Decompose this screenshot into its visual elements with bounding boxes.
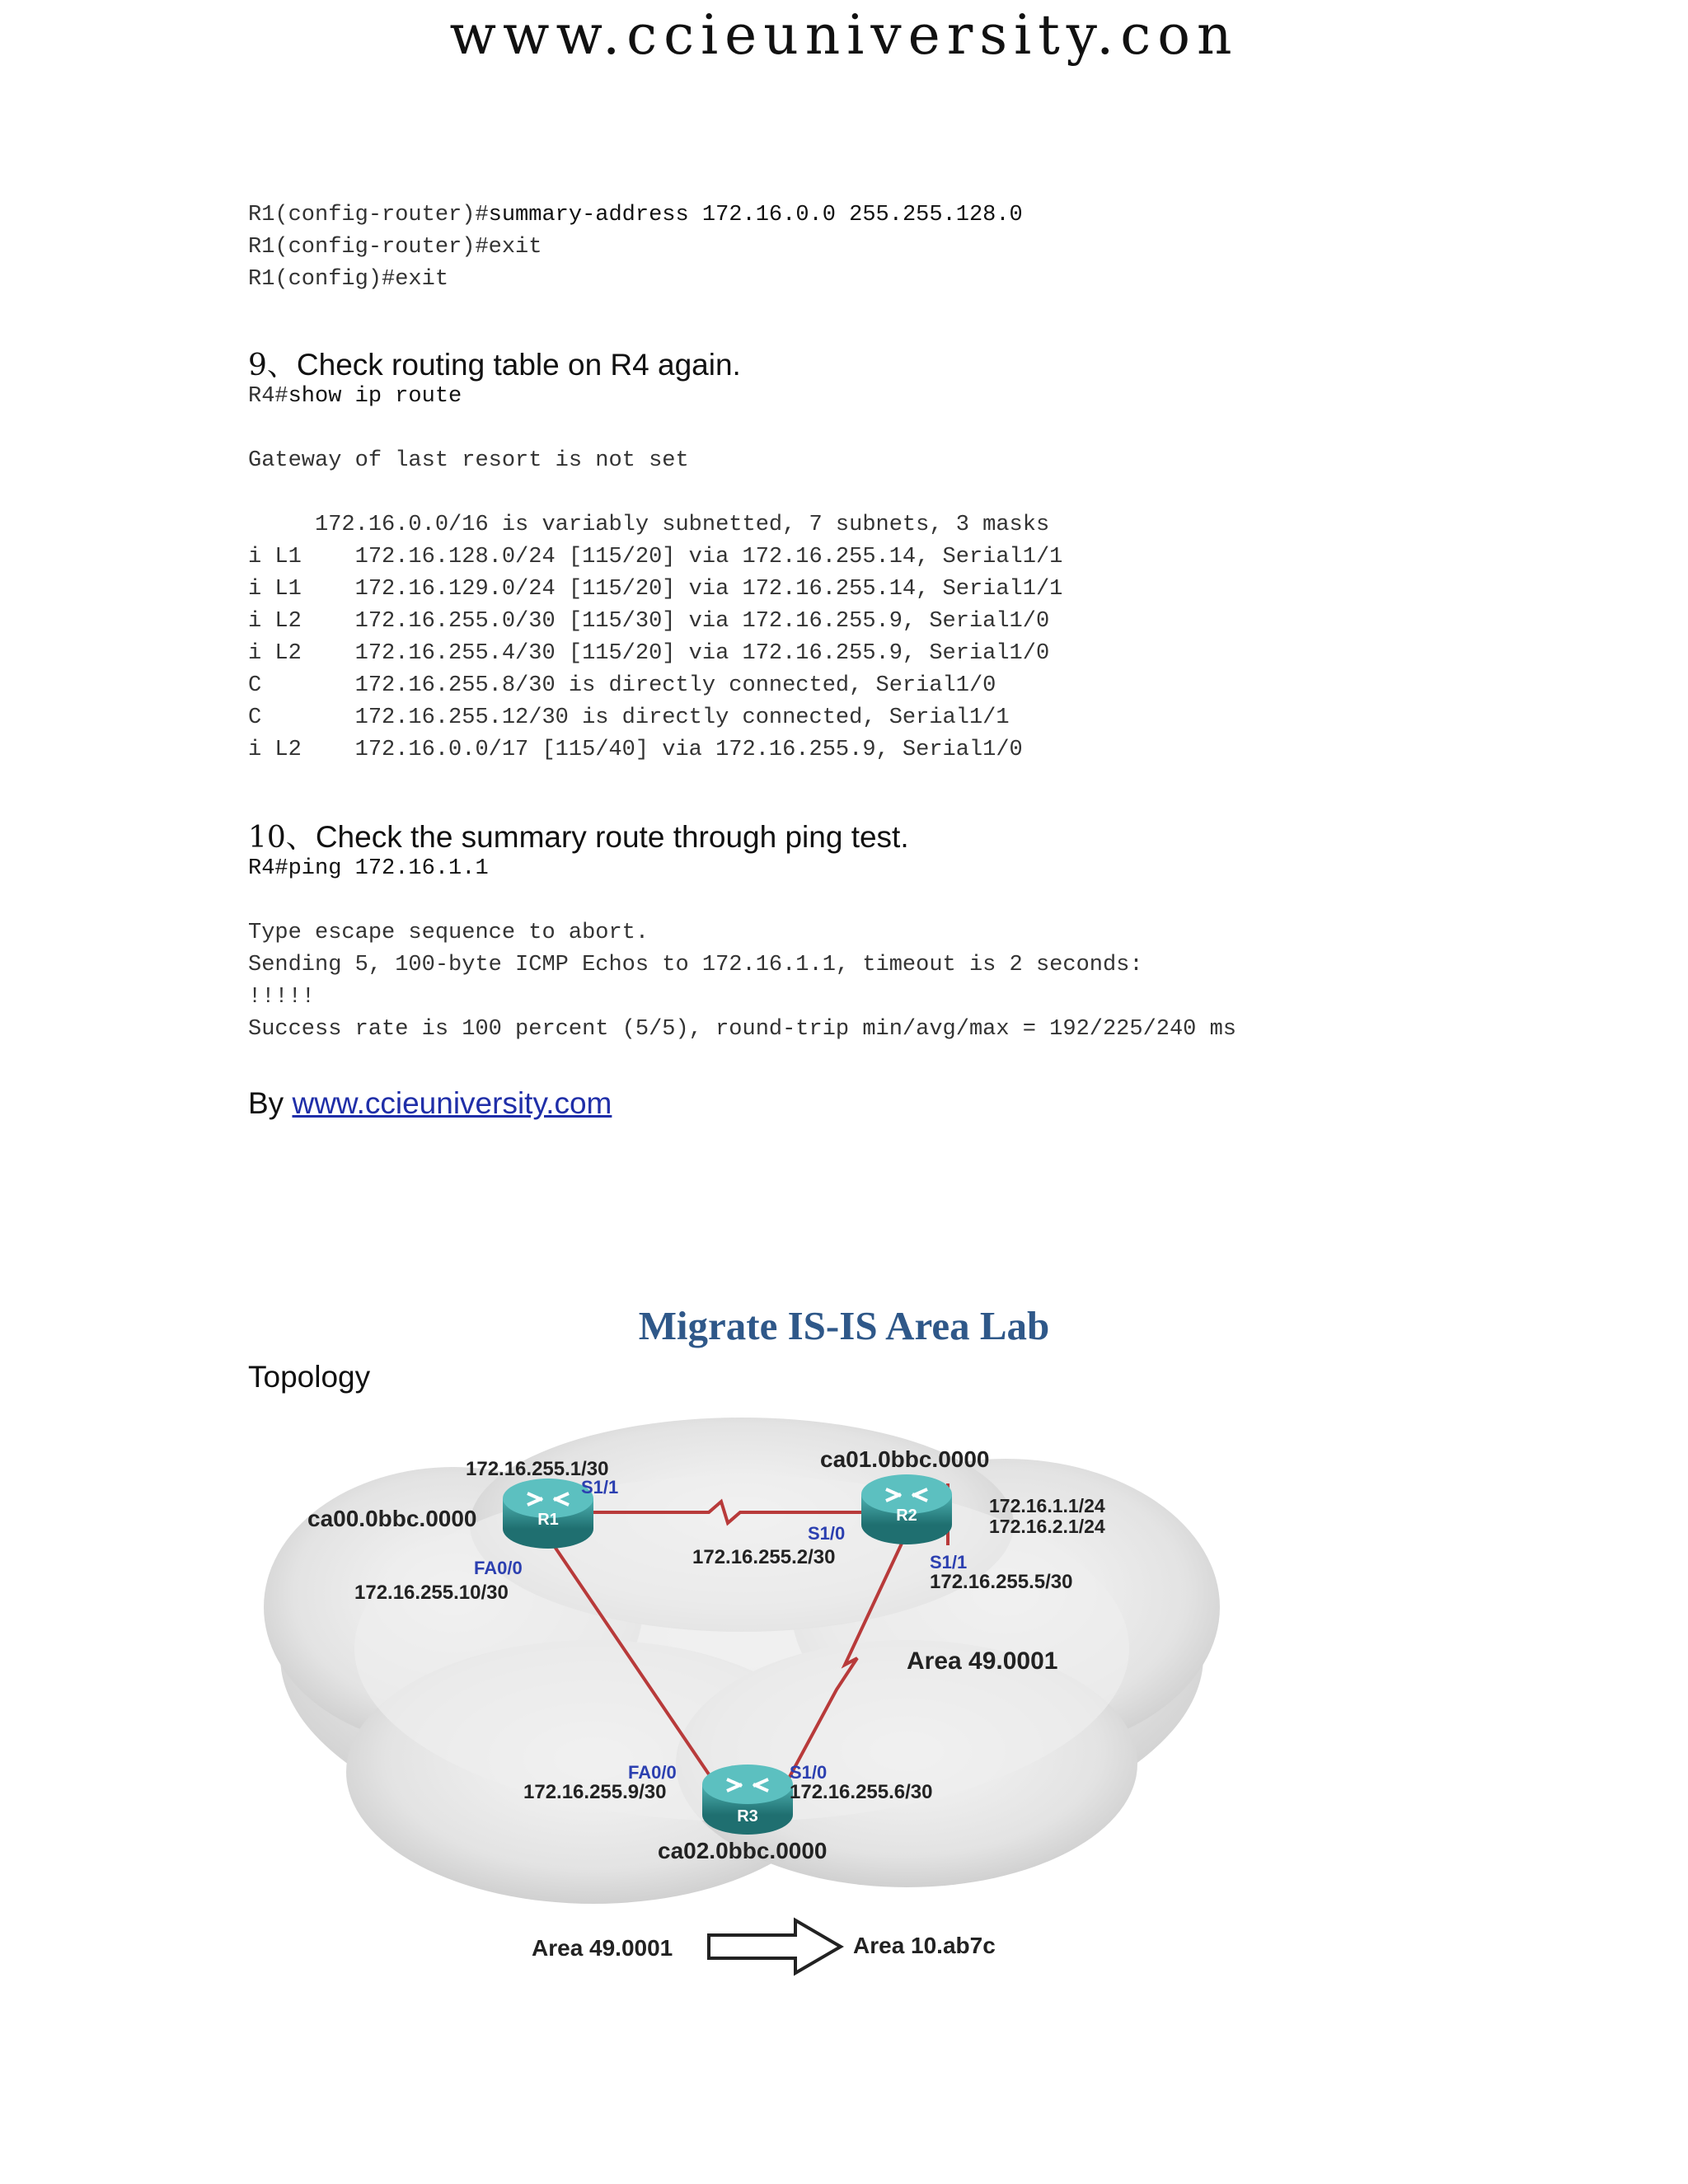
r2-system-id: ca01.0bbc.0000 — [820, 1446, 990, 1472]
migration-to-area: Area 10.ab7c — [853, 1933, 996, 1958]
step9-heading — [248, 342, 741, 384]
step10-heading — [248, 814, 909, 856]
migration-from-area: Area 49.0001 — [532, 1935, 673, 1961]
migration-arrow-icon — [709, 1920, 841, 1973]
config-line-1-prompt: R1(config-router)# — [248, 203, 489, 227]
r3-system-id: ca02.0bbc.0000 — [658, 1838, 828, 1863]
router-r1[interactable] — [503, 1479, 593, 1549]
byline-link[interactable]: www.ccieuniversity.com — [292, 1086, 612, 1120]
topology-diagram — [247, 1401, 1228, 1978]
ping-output-line: Type escape sequence to abort. — [248, 921, 649, 945]
r2-name: R2 — [896, 1507, 917, 1525]
r2-s10-label: S1/0 — [808, 1523, 846, 1544]
step9-command: show ip route — [288, 384, 462, 409]
route-line: i L2 172.16.255.4/30 [115/20] via 172.16.255.9, Serial1/0 — [248, 641, 1050, 666]
step10-number: 10、 — [248, 821, 316, 855]
r3-fa00-ip: 172.16.255.9/30 — [523, 1781, 667, 1803]
r3-fa00-label: FA0/0 — [628, 1762, 677, 1783]
route-line: C 172.16.255.8/30 is directly connected, Serial1/0 — [248, 673, 996, 698]
step9-prompt: R4# — [248, 384, 288, 409]
router-r2[interactable] — [861, 1474, 952, 1544]
header-site-url: www.ccieuniversity.con — [449, 3, 1239, 67]
r2-lan1-ip: 172.16.1.1/24 — [989, 1495, 1105, 1516]
ping-output-line: Success rate is 100 percent (5/5), round-trip min/avg/max = 192/225/240 ms — [248, 1017, 1236, 1042]
route-line: C 172.16.255.12/30 is directly connected, Serial1/1 — [248, 705, 1010, 730]
topology-label: Topology — [248, 1360, 371, 1394]
r3-s10-ip: 172.16.255.6/30 — [790, 1781, 933, 1803]
r1-s11-label: S1/1 — [581, 1477, 619, 1497]
lab-title: Migrate IS-IS Area Lab — [638, 1303, 1050, 1348]
byline — [248, 1086, 612, 1121]
r2-s11-label: S1/1 — [930, 1552, 968, 1572]
r1-system-id: ca00.0bbc.0000 — [307, 1506, 477, 1531]
r1-fa00-label: FA0/0 — [474, 1558, 523, 1578]
step9-title: Check routing table on R4 again. — [296, 348, 741, 382]
r1-name: R1 — [537, 1511, 559, 1529]
route-line: i L2 172.16.0.0/17 [115/40] via 172.16.255.9, Serial1/0 — [248, 738, 1023, 762]
r2-lan2-ip: 172.16.2.1/24 — [989, 1516, 1105, 1537]
router-r3[interactable] — [702, 1765, 793, 1835]
r3-s10-label: S1/0 — [790, 1762, 828, 1783]
gateway-line: Gateway of last resort is not set — [248, 448, 689, 473]
step9-command-line — [248, 381, 462, 413]
route-line: 172.16.0.0/16 is variably subnetted, 7 subnets, 3 masks — [248, 513, 1050, 537]
ping-output-line: Sending 5, 100-byte ICMP Echos to 172.16.1.1, timeout is 2 seconds: — [248, 953, 1143, 977]
config-line-1-command: summary-address 172.16.0.0 255.255.128.0 — [488, 203, 1023, 227]
r3-name: R3 — [737, 1807, 758, 1825]
r2-s11-ip: 172.16.255.5/30 — [930, 1571, 1073, 1593]
ping-output-line: !!!!! — [248, 985, 316, 1010]
r2-s10-ip: 172.16.255.2/30 — [692, 1546, 836, 1568]
r1-fa00-ip: 172.16.255.10/30 — [354, 1582, 509, 1604]
config-line-1 — [248, 199, 1023, 232]
r1-s11-ip: 172.16.255.1/30 — [466, 1458, 609, 1480]
step10-command: R4#ping 172.16.1.1 — [248, 856, 489, 881]
config-line-3: R1(config)#exit — [248, 267, 449, 292]
route-line: i L2 172.16.255.0/30 [115/30] via 172.16.255.9, Serial1/0 — [248, 609, 1050, 634]
step9-number: 9、 — [248, 349, 297, 382]
area-label: Area 49.0001 — [907, 1647, 1058, 1675]
byline-prefix: By — [248, 1086, 293, 1120]
step10-title: Check the summary route through ping test. — [315, 820, 909, 854]
config-line-2: R1(config-router)#exit — [248, 235, 542, 260]
route-line: i L1 172.16.128.0/24 [115/20] via 172.16.255.14, Serial1/1 — [248, 545, 1063, 569]
route-line: i L1 172.16.129.0/24 [115/20] via 172.16.255.14, Serial1/1 — [248, 577, 1063, 602]
